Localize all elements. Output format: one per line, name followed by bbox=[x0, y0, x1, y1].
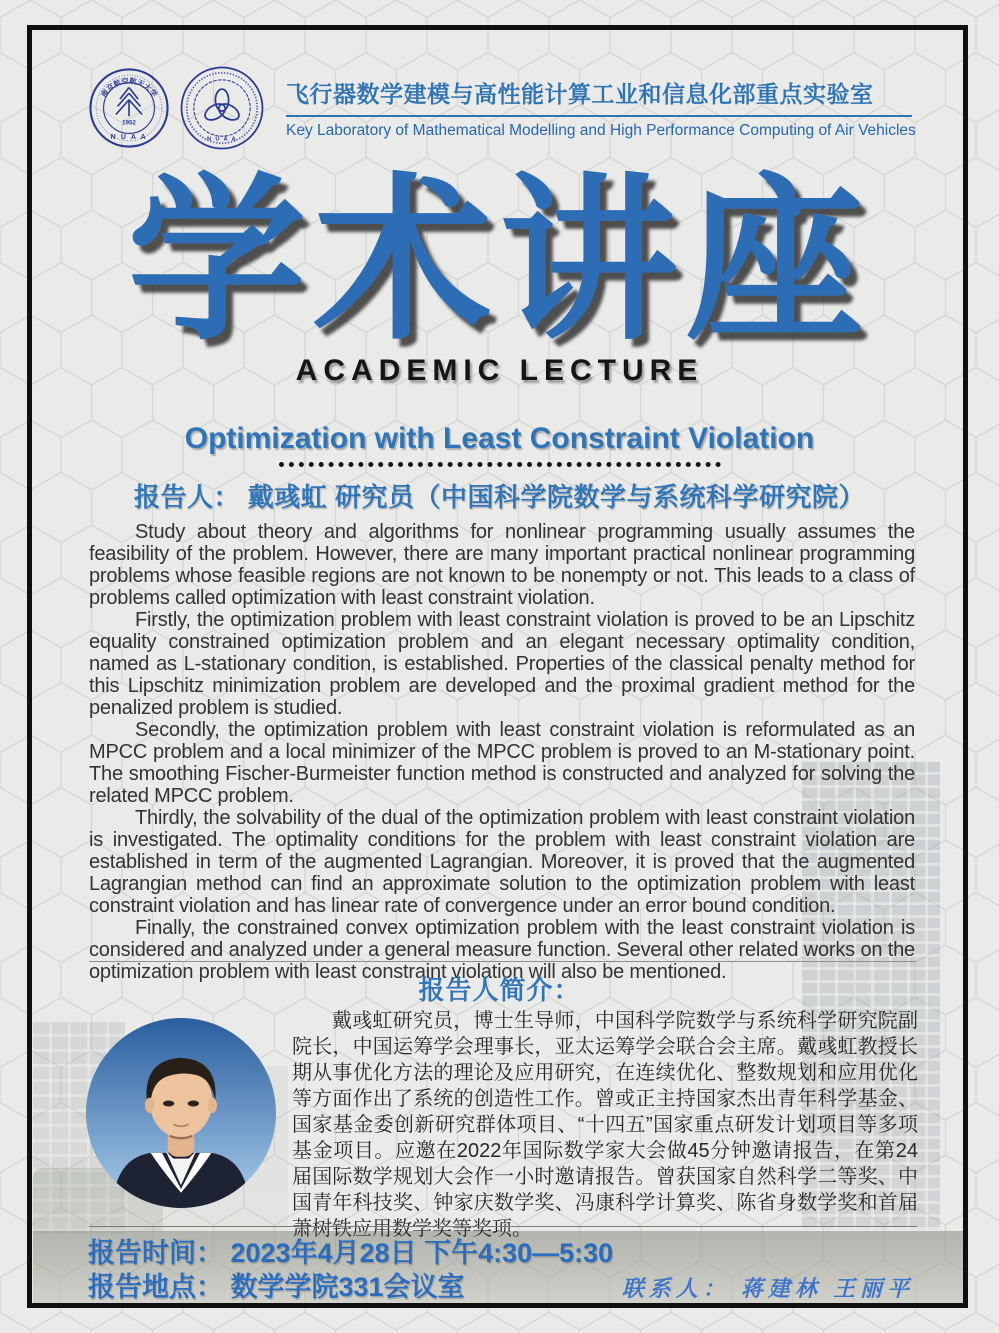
seal-top-text: 南京航空航天大学 bbox=[98, 76, 160, 99]
hero-title-chinese: 学术讲座 bbox=[127, 161, 872, 360]
keylab-seal-logo bbox=[178, 64, 266, 152]
trefoil-knot-icon bbox=[202, 89, 241, 123]
abstract-paragraph-2: Firstly, the optimization problem with least constraint violation is proved to be an Lipschitz equality constrained optimization problem and an elegant necessary optimality condition, named as L-stationary condition, is established. Properties of the classical penalty method for this Lipschitz minimization problem are developed and the proximal gradient method for the penalized problem is studied. bbox=[89, 609, 915, 719]
dotted-separator bbox=[279, 462, 721, 467]
seal-year: 1952 bbox=[122, 119, 136, 127]
abstract-paragraph-1: Study about theory and algorithms for nonlinear programming usually assumes the feasibility of the problem. However, there are many important practical nonlinear programming problems whose feasible regions are not known to be nonempty or not. This leads to a class of problems called optimization with least constraint violation. bbox=[89, 521, 915, 609]
header-divider-line bbox=[286, 115, 912, 117]
bio-section bbox=[86, 1008, 918, 1242]
lecture-title: Optimization with Least Constraint Violation bbox=[184, 422, 815, 455]
contact-line: 联系人： 蒋建林 王丽平 bbox=[621, 1276, 914, 1301]
nuaa-seal-logo bbox=[88, 67, 170, 149]
speaker-photo bbox=[86, 1018, 276, 1208]
hero-title-english: ACADEMIC LECTURE bbox=[295, 354, 704, 387]
seal-bottom-text: N U A A bbox=[110, 134, 148, 142]
abstract-paragraph-4: Thirdly, the solvability of the dual of the optimization problem with least constraint violation is investigated. The optimality conditions for the problem with least constraint violation are established in term of the augmented Lagrangian. Moreover, it is proved that the augmented Lagrangian method can find an approximate solution to the optimization problem with least constraint violation and has linear rate of convergence under an error bound condition. bbox=[89, 807, 915, 917]
seal2-bottom-text: N U A A bbox=[207, 136, 237, 143]
bio-text: 戴彧虹研究员，博士生导师，中国科学院数学与系统科学研究院副院长，中国运筹学会理事长，亚太运筹学会联合会主席。戴彧虹教授长期从事优化方法的理论及应用研究，在连续优化、整数规划和应用优化等方面作出了系统的创造性工作。曾或正主持国家杰出青年科学基金、国家基金委创新研究群体项目、“十四五”国家重点研发计划项目等多项基金项目。应邀在2022年国际数学家大会做45分钟邀请报告，在第24届国际数学规划大会作一小时邀请报告。曾获国家自然科学二等奖、中国青年科技奖、钟家庆数学奖、冯康科学计算奖、陈省身数学奖和首届萧树铁应用数学奖等奖项。 bbox=[292, 1010, 918, 1240]
lab-name-block bbox=[286, 76, 916, 140]
abstract bbox=[89, 521, 915, 983]
lecture-place-line: 报告地点： 数学学院331会议室 bbox=[88, 1272, 465, 1302]
abstract-paragraph-5: Finally, the constrained convex optimization problem with the least constraint violation is considered and analyzed under a general measure function. Several other related works on the optimization problem with least constraint violation will also be mentioned. bbox=[89, 917, 915, 983]
lab-name-english: Key Laboratory of Mathematical Modelling and High Performance Computing of Air Vehicles bbox=[286, 122, 916, 139]
header bbox=[88, 64, 916, 152]
speaker-line: 报告人： 戴彧虹 研究员（中国科学院数学与系统科学研究院） bbox=[134, 482, 865, 512]
abstract-paragraph-3: Secondly, the optimization problem with least constraint violation is reformulated as an MPCC problem and a local minimizer of the MPCC problem is proved to an M-stationary point. The smoothing Fischer-Burmeister function method is constructed and analyzed for solving the related MPCC problem. bbox=[89, 719, 915, 807]
abstract-bottom-divider bbox=[89, 961, 916, 962]
bio-heading: 报告人简介： bbox=[418, 975, 581, 1005]
footer-top-divider bbox=[89, 1226, 917, 1227]
footer bbox=[88, 1236, 914, 1304]
lecture-time-line: 报告时间： 2023年4月28日 下午4:30—5:30 bbox=[88, 1238, 614, 1268]
pine-emblem-icon bbox=[116, 88, 142, 117]
lab-name-chinese: 飞行器数学建模与高性能计算工业和信息化部重点实验室 bbox=[286, 81, 874, 107]
